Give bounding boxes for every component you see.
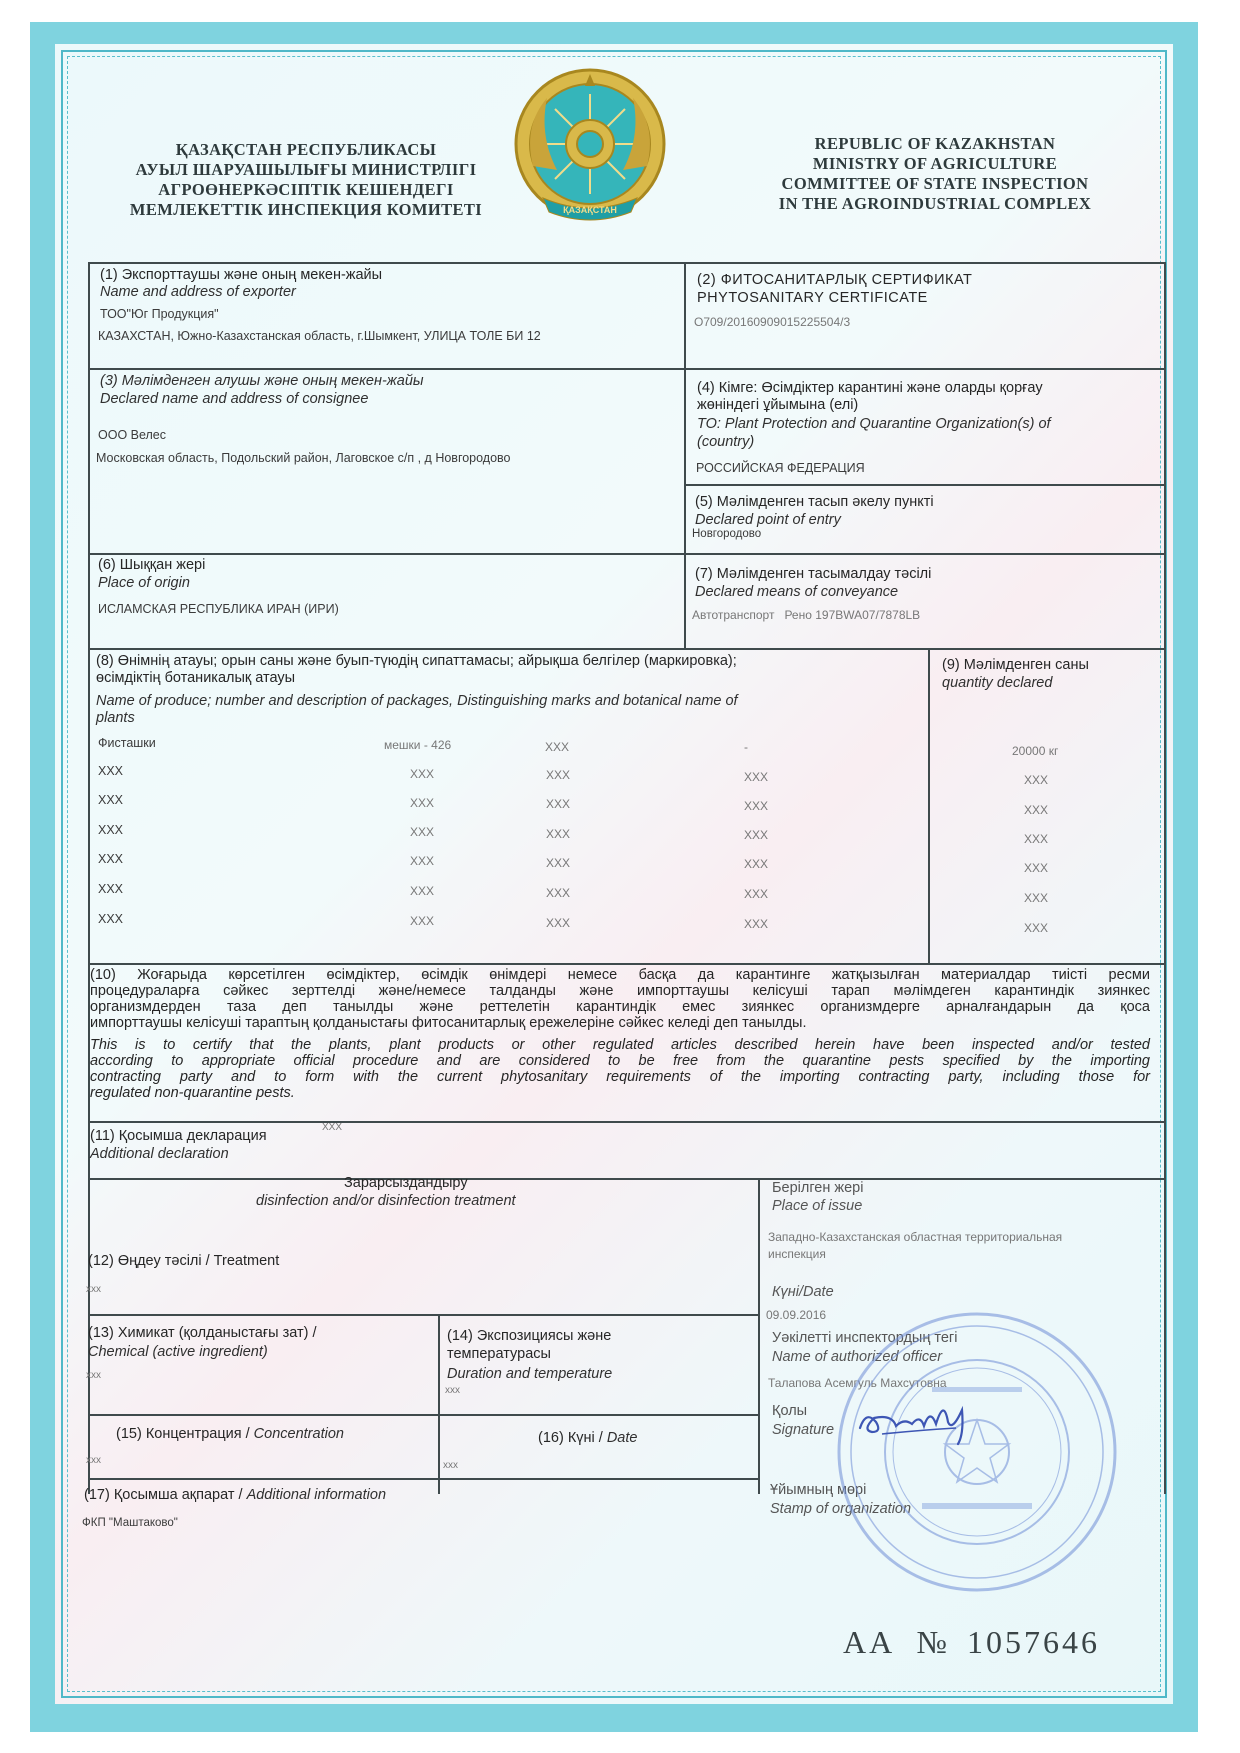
stamp-label-en: Stamp of organization	[770, 1501, 912, 1517]
issue-place-value-2: инспекция	[768, 1247, 826, 1261]
produce-label-en-1: Name of produce; number and description of packages, Distinguishing marks and botanical name of	[96, 693, 738, 709]
additional-declaration-value: XXX	[322, 1122, 343, 1133]
header-kz-line: ҚАЗАҚСТАН РЕСПУБЛИКАСЫ	[175, 140, 437, 159]
divider-row-1	[88, 368, 1165, 370]
xxx-cell: XXX	[410, 854, 435, 868]
exporter-label-en: Name and address of exporter	[100, 284, 296, 300]
concentration-value: xxx	[86, 1455, 101, 1466]
form-border-top	[88, 262, 1165, 264]
exporter-address: КАЗАХСТАН, Южно-Казахстанская область, г.Шымкент, УЛИЦА ТОЛЕ БИ 12	[98, 329, 541, 343]
origin-label-kz: (6) Шыққан жері	[98, 557, 206, 573]
to-org-label-kz-1: (4) Кімге: Өсімдіктер карантині және оларды қорғау	[697, 380, 1043, 396]
header-kz	[108, 140, 504, 220]
certificate-label-en: PHYTOSANITARY CERTIFICATE	[697, 290, 928, 306]
conveyance-label-en: Declared means of conveyance	[695, 584, 899, 600]
divider-row-8	[88, 963, 1165, 965]
certify-en-line: contracting party and to form with the current phytosanitary requirements of the importing contracting party, including those for	[90, 1069, 1150, 1085]
certify-kz-line: организмдерден таза деп танылды және реттелетін карантиндік емес зиянкес организмдерге арналғандарын да қоса	[90, 999, 1150, 1015]
header-en-line: MINISTRY OF AGRICULTURE	[812, 154, 1058, 173]
xxx-cell: XXX	[546, 856, 571, 870]
xxx-cell: XXX	[546, 797, 571, 811]
xxx-cell: XXX	[410, 914, 435, 928]
quantity-label-en: quantity declared	[942, 675, 1053, 691]
issue-date-label: Күні/Date	[772, 1284, 834, 1300]
xxx-cell: XXX	[1024, 861, 1049, 875]
xxx-cell: XXX	[98, 882, 124, 896]
xxx-cell: XXX	[744, 799, 769, 813]
divider-row-12	[88, 1314, 758, 1316]
header-en-line: COMMITTEE OF STATE INSPECTION	[781, 174, 1089, 193]
entry-label-kz: (5) Мәлімденген тасып әкелу пункті	[695, 494, 934, 510]
produce-label-kz-2: өсімдіктің ботаникалық атауы	[96, 670, 296, 686]
certificate-label-kz: (2) ФИТОСАНИТАРЛЫҚ СЕРТИФИКАТ	[697, 272, 973, 288]
xxx-cell: XXX	[1024, 891, 1049, 905]
additional-declaration-label-en: Additional declaration	[90, 1146, 229, 1162]
certificate-code: О709/20160909015225504/3	[694, 315, 851, 329]
divider-col-issue	[758, 1178, 760, 1494]
header-kz-line: МЕМЛЕКЕТТІК ИНСПЕКЦИЯ КОМИТЕТІ	[129, 200, 483, 219]
xxx-cell: XXX	[98, 912, 124, 926]
xxx-cell: XXX	[546, 916, 571, 930]
divider-row-6	[88, 648, 1165, 650]
emblem-text: ҚАЗАҚСТАН	[563, 205, 617, 215]
additional-info-value: ФКП "Маштаково"	[82, 1517, 178, 1529]
xxx-cell: XXX	[1024, 832, 1049, 846]
entry-value: Новгородово	[692, 528, 762, 540]
date16-label-en: Date	[606, 1430, 638, 1446]
xxx-cell: XXX	[410, 767, 435, 781]
additional-info-label	[84, 1487, 386, 1503]
additional-info-label-kz: (17) Қосымша ақпарат /	[84, 1487, 247, 1503]
date16-label	[538, 1430, 637, 1446]
xxx-cell: XXX	[1024, 803, 1049, 817]
certify-en-line: This is to certify that the plants, plant products or other regulated articles described herein have been inspected and/or tested	[90, 1037, 1150, 1053]
header-en-line: REPUBLIC OF KAZAKHSTAN	[814, 134, 1056, 153]
certify-en-line: according to appropriate official procedure and are considered to be free from the quarantine pests specified by the importing	[90, 1053, 1150, 1069]
chemical-value: xxx	[86, 1370, 101, 1381]
exporter-name: ТОО"Юг Продукция"	[100, 307, 219, 321]
header-kz-line: АУЫЛ ШАРУАШЫЛЫҒЫ МИНИСТРЛІГІ	[135, 160, 477, 179]
xxx-cell: XXX	[546, 886, 571, 900]
officer-label-kz: Уәкілетті инспектордың тегі	[772, 1330, 958, 1346]
entry-label-en: Declared point of entry	[695, 512, 841, 528]
header-en-line: IN THE AGROINDUSTRIAL COMPLEX	[778, 194, 1092, 213]
origin-label-en: Place of origin	[98, 575, 190, 591]
chemical-label-en: Chemical (active ingredient)	[88, 1344, 268, 1360]
treatment-value: xxx	[86, 1284, 101, 1295]
xxx-cell: XXX	[98, 764, 124, 778]
concentration-label-en: Concentration	[253, 1426, 344, 1442]
issue-date-value: 09.09.2016	[766, 1308, 827, 1322]
certify-kz-line: импорттаушы келісуші тараптың қолданыстағы фитосанитарлық ережелеріне сәйкес келеді деп танылды.	[90, 1015, 807, 1031]
xxx-cell: XXX	[744, 828, 769, 842]
concentration-label-kz: (15) Концентрация /	[116, 1426, 254, 1442]
issue-place-value-1: Западно-Казахстанская областная территориальная	[768, 1230, 1063, 1244]
duration-label-en: Duration and temperature	[447, 1366, 613, 1382]
xxx-cell: XXX	[410, 796, 435, 810]
xxx-cell: XXX	[1024, 773, 1049, 787]
xxx-cell: XXX	[98, 852, 124, 866]
produce-packages: мешки - 426	[384, 738, 452, 752]
concentration-label	[116, 1426, 344, 1442]
xxx-cell: XXX	[744, 770, 769, 784]
header-en	[740, 134, 1130, 214]
to-org-label-en-2: (country)	[697, 434, 755, 450]
date16-label-kz: (16) Күні /	[538, 1430, 607, 1446]
certificate-serial-number	[843, 1624, 1100, 1661]
quantity-value: 20000 кг	[1012, 744, 1059, 758]
xxx-cell: XXX	[744, 887, 769, 901]
form-border-right	[1164, 262, 1166, 1494]
treatment-label: (12) Өңдеу тәсілі / Treatment	[88, 1253, 280, 1269]
to-org-country: РОССИЙСКАЯ ФЕДЕРАЦИЯ	[696, 461, 865, 475]
xxx-cell: XXX	[546, 827, 571, 841]
duration-label-kz-1: (14) Экспозициясы және	[447, 1328, 612, 1344]
xxx-cell: XXX	[410, 884, 435, 898]
quantity-label-kz: (9) Мәлімденген саны	[942, 657, 1089, 673]
conveyance-value: Автотранспорт Рено 197BWA07/7878LB	[692, 608, 921, 622]
official-stamp-icon	[832, 1307, 1122, 1597]
divider-row-4-5	[684, 484, 1165, 486]
state-emblem-icon	[513, 66, 667, 226]
to-org-label-kz-2: жөніндегі ұйымына (елі)	[697, 397, 859, 413]
conveyance-label-kz: (7) Мәлімденген тасымалдау тәсілі	[695, 566, 932, 582]
xxx-cell: XXX	[410, 825, 435, 839]
divider-row-13	[88, 1414, 758, 1416]
divider-row-10	[88, 1121, 1165, 1123]
produce-label-en-2: plants	[96, 710, 135, 726]
xxx-cell: XXX	[98, 793, 124, 807]
issue-place-label-en: Place of issue	[772, 1198, 863, 1214]
consignee-label-kz: (3) Мәлімденген алушы және оның мекен-жайы	[100, 373, 424, 389]
duration-value: xxx	[445, 1385, 460, 1396]
produce-botanical: -	[744, 740, 748, 754]
xxx-cell: XXX	[98, 823, 124, 837]
disinfection-label-kz: Зарарсыздандыру	[344, 1175, 468, 1191]
to-org-label-en-1: TO: Plant Protection and Quarantine Organization(s) of	[697, 416, 1051, 432]
origin-value: ИСЛАМСКАЯ РЕСПУБЛИКА ИРАН (ИРИ)	[98, 602, 339, 616]
serial-series: AA	[843, 1624, 894, 1660]
disinfection-label-en: disinfection and/or disinfection treatment	[256, 1193, 516, 1209]
serial-number: 1057646	[966, 1624, 1100, 1660]
divider-col-quantity	[928, 648, 930, 964]
divider-row-11	[88, 1178, 1165, 1180]
certify-kz-line: процедураларға сәйкес зерттелді және/немесе талданды және импорттаушы келісуші тарап мәлімдеген карантиндік зиянкес	[90, 983, 1150, 999]
date16-value: xxx	[443, 1460, 458, 1471]
consignee-address: Московская область, Подольский район, Лаговское с/п , д Новгородово	[96, 451, 511, 465]
divider-col-main	[684, 262, 686, 649]
form-border-left	[88, 262, 90, 1494]
additional-info-label-en: Additional information	[246, 1487, 387, 1503]
divider-row-3	[88, 553, 1165, 555]
chemical-label-kz: (13) Химикат (қолданыстағы зат) /	[88, 1325, 317, 1341]
certify-en-line: regulated non-quarantine pests.	[90, 1085, 295, 1101]
xxx-cell: XXX	[1024, 921, 1049, 935]
produce-marks: XXX	[545, 740, 570, 754]
duration-label-kz-2: температурасы	[447, 1346, 551, 1362]
signature-label-en: Signature	[772, 1422, 835, 1438]
additional-declaration-label-kz: (11) Қосымша декларация	[90, 1128, 267, 1144]
officer-value: Талапова Асемгуль Махсутовна	[768, 1376, 947, 1390]
xxx-cell: XXX	[546, 768, 571, 782]
divider-col-13-14	[438, 1314, 440, 1494]
divider-row-15	[88, 1478, 758, 1480]
signature-icon	[852, 1388, 1002, 1448]
exporter-label-kz: (1) Экспорттаушы және оның мекен-жайы	[100, 267, 383, 283]
header-kz-line: АГРОӨНЕРКӘСІПТІК КЕШЕНДЕГІ	[158, 180, 454, 199]
produce-label-kz-1: (8) Өнімнің атауы; орын саны және буып-түюдің сипаттамасы; айрықша белгілер (маркировка);	[96, 653, 737, 669]
xxx-cell: XXX	[744, 917, 769, 931]
signature-label-kz: Қолы	[772, 1403, 808, 1419]
xxx-cell: XXX	[744, 857, 769, 871]
issue-place-label-kz: Берілген жері	[772, 1180, 864, 1196]
consignee-name: ООО Велес	[98, 428, 167, 442]
produce-name: Фисташки	[98, 736, 156, 750]
officer-label-en: Name of authorized officer	[772, 1349, 943, 1365]
serial-no-sign: №	[916, 1624, 950, 1660]
stamp-label-kz: Ұйымның мөрі	[770, 1482, 867, 1498]
consignee-label-en: Declared name and address of consignee	[100, 391, 369, 407]
certify-kz-line: (10) Жоғарыда көрсетілген өсімдіктер, өсімдік өнімдері немесе басқа да карантинге жатқызылған материалдар тиісті ресми	[90, 967, 1150, 983]
